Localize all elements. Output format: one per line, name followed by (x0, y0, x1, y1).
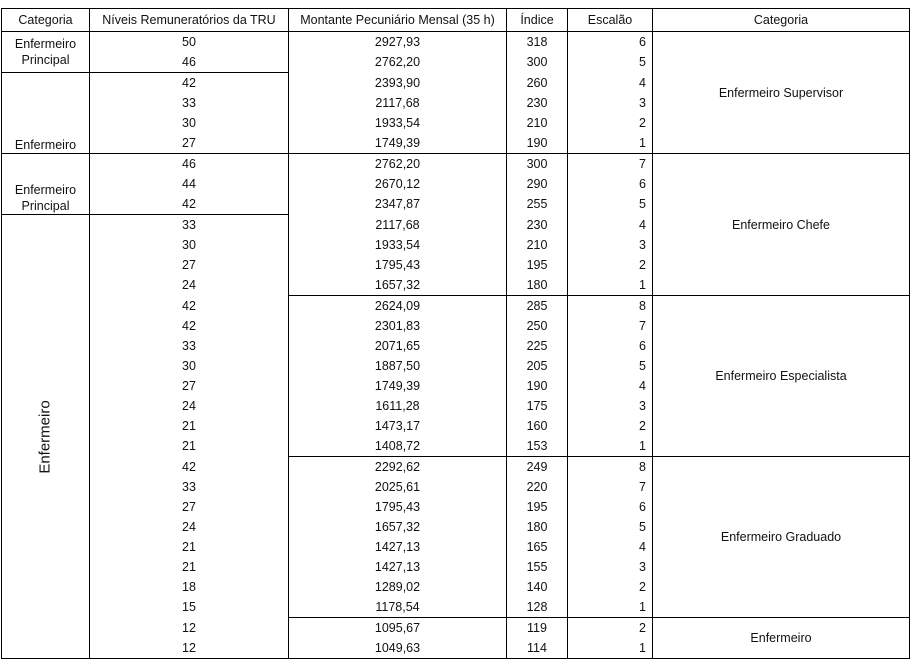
cell-nivel: 50 (90, 32, 289, 53)
header-row (2, 9, 910, 32)
header-categoria-right: Categoria (653, 9, 910, 32)
cell-nivel: 24 (90, 396, 289, 416)
cell-montante: 1749,39 (289, 133, 507, 154)
cell-montante: 1427,13 (289, 537, 507, 557)
cell-montante: 1611,28 (289, 396, 507, 416)
cell-indice: 290 (507, 174, 568, 194)
cell-indice: 128 (507, 597, 568, 618)
cell-montante: 1933,54 (289, 113, 507, 133)
cell-escalao: 5 (568, 356, 653, 376)
cell-escalao: 1 (568, 133, 653, 154)
cell-nivel: 46 (90, 154, 289, 175)
cell-montante: 1657,32 (289, 275, 507, 296)
cell-escalao: 6 (568, 336, 653, 356)
table-row (2, 154, 910, 175)
cell-montante: 1049,63 (289, 638, 507, 659)
cell-escalao: 1 (568, 597, 653, 618)
cell-indice: 165 (507, 537, 568, 557)
salary-table-container (1, 8, 910, 659)
table-row (2, 32, 910, 53)
cell-escalao: 7 (568, 154, 653, 175)
cell-montante: 2071,65 (289, 336, 507, 356)
cell-nivel: 21 (90, 537, 289, 557)
cell-montante: 1795,43 (289, 497, 507, 517)
cell-nivel: 42 (90, 296, 289, 317)
cell-nivel: 33 (90, 477, 289, 497)
cell-indice: 255 (507, 194, 568, 215)
cell-escalao: 5 (568, 517, 653, 537)
cell-indice: 225 (507, 336, 568, 356)
cell-indice: 190 (507, 376, 568, 396)
cell-montante: 2347,87 (289, 194, 507, 215)
cell-indice: 210 (507, 113, 568, 133)
cell-nivel: 24 (90, 275, 289, 296)
cell-montante: 2670,12 (289, 174, 507, 194)
cell-nivel: 21 (90, 416, 289, 436)
cell-escalao: 2 (568, 618, 653, 639)
header-montante: Montante Pecuniário Mensal (35 h) (289, 9, 507, 32)
cell-nivel: 42 (90, 73, 289, 94)
cell-nivel: 30 (90, 235, 289, 255)
cell-escalao: 2 (568, 577, 653, 597)
cell-montante: 2025,61 (289, 477, 507, 497)
left-category-label: Enfermeiro Principal (14, 37, 77, 67)
cell-indice: 318 (507, 32, 568, 53)
cell-nivel: 27 (90, 133, 289, 154)
cell-montante: 1473,17 (289, 416, 507, 436)
cell-indice: 160 (507, 416, 568, 436)
right-category-cell (653, 32, 910, 154)
cell-nivel: 42 (90, 194, 289, 215)
cell-escalao: 1 (568, 436, 653, 457)
cell-escalao: 1 (568, 638, 653, 659)
header-indice: Índice (507, 9, 568, 32)
cell-escalao: 4 (568, 215, 653, 236)
cell-montante: 1657,32 (289, 517, 507, 537)
cell-montante: 1795,43 (289, 255, 507, 275)
cell-nivel: 18 (90, 577, 289, 597)
cell-escalao: 6 (568, 32, 653, 53)
header-categoria-left: Categoria (2, 9, 90, 32)
cell-escalao: 8 (568, 457, 653, 478)
cell-indice: 285 (507, 296, 568, 317)
cell-indice: 175 (507, 396, 568, 416)
cell-indice: 210 (507, 235, 568, 255)
cell-montante: 2762,20 (289, 154, 507, 175)
right-category-label: Enfermeiro Especialista (715, 369, 847, 383)
cell-nivel: 12 (90, 618, 289, 639)
cell-indice: 119 (507, 618, 568, 639)
cell-montante: 2117,68 (289, 215, 507, 236)
salary-table (1, 8, 910, 659)
cell-escalao: 2 (568, 416, 653, 436)
cell-montante: 2393,90 (289, 73, 507, 94)
right-category-cell (653, 618, 910, 659)
cell-nivel: 21 (90, 436, 289, 457)
header-escalao: Escalão (568, 9, 653, 32)
cell-nivel: 24 (90, 517, 289, 537)
cell-indice: 220 (507, 477, 568, 497)
cell-nivel: 33 (90, 336, 289, 356)
cell-nivel: 42 (90, 316, 289, 336)
cell-montante: 2762,20 (289, 52, 507, 73)
cell-nivel: 42 (90, 457, 289, 478)
cell-indice: 190 (507, 133, 568, 154)
cell-montante: 1095,67 (289, 618, 507, 639)
cell-indice: 250 (507, 316, 568, 336)
cell-montante: 2624,09 (289, 296, 507, 317)
table-row (2, 457, 910, 478)
cell-indice: 230 (507, 215, 568, 236)
left-category-enfermeiro-principal (2, 32, 90, 73)
cell-escalao: 2 (568, 113, 653, 133)
cell-indice: 260 (507, 73, 568, 94)
table-body (2, 32, 910, 659)
cell-montante: 1289,02 (289, 577, 507, 597)
cell-escalao: 6 (568, 497, 653, 517)
cell-indice: 180 (507, 275, 568, 296)
left-category-label: Enfermeiro (36, 399, 54, 474)
left-category-label: Enfermeiro Principal (14, 183, 77, 213)
cell-indice: 155 (507, 557, 568, 577)
cell-nivel: 46 (90, 52, 289, 73)
right-category-label: Enfermeiro Supervisor (718, 85, 844, 100)
left-category-enfermeiro (2, 73, 90, 154)
cell-escalao: 4 (568, 537, 653, 557)
header-niveis: Níveis Remuneratórios da TRU (90, 9, 289, 32)
cell-nivel: 27 (90, 497, 289, 517)
left-category-label: Enfermeiro (14, 138, 77, 152)
right-category-cell (653, 154, 910, 296)
cell-indice: 114 (507, 638, 568, 659)
cell-indice: 300 (507, 154, 568, 175)
right-category-label: Enfermeiro Chefe (732, 217, 830, 232)
cell-escalao: 4 (568, 376, 653, 396)
cell-montante: 1887,50 (289, 356, 507, 376)
left-category-enfermeiro-principal-2 (2, 154, 90, 215)
cell-indice: 230 (507, 93, 568, 113)
cell-escalao: 8 (568, 296, 653, 317)
cell-montante: 1933,54 (289, 235, 507, 255)
cell-indice: 180 (507, 517, 568, 537)
cell-nivel: 30 (90, 356, 289, 376)
cell-nivel: 27 (90, 255, 289, 275)
cell-escalao: 3 (568, 396, 653, 416)
cell-escalao: 6 (568, 174, 653, 194)
cell-escalao: 4 (568, 73, 653, 94)
cell-nivel: 44 (90, 174, 289, 194)
cell-nivel: 30 (90, 113, 289, 133)
cell-montante: 2292,62 (289, 457, 507, 478)
cell-escalao: 3 (568, 235, 653, 255)
cell-montante: 1178,54 (289, 597, 507, 618)
cell-escalao: 7 (568, 477, 653, 497)
cell-nivel: 15 (90, 597, 289, 618)
cell-indice: 300 (507, 52, 568, 73)
table-row (2, 296, 910, 317)
cell-nivel: 12 (90, 638, 289, 659)
cell-nivel: 27 (90, 376, 289, 396)
cell-escalao: 5 (568, 52, 653, 73)
cell-montante: 2117,68 (289, 93, 507, 113)
cell-indice: 195 (507, 497, 568, 517)
right-category-cell (653, 296, 910, 457)
cell-escalao: 3 (568, 557, 653, 577)
cell-nivel: 33 (90, 93, 289, 113)
table-row (2, 618, 910, 639)
right-category-cell (653, 457, 910, 618)
cell-escalao: 5 (568, 194, 653, 215)
cell-escalao: 3 (568, 93, 653, 113)
cell-nivel: 21 (90, 557, 289, 577)
cell-escalao: 1 (568, 275, 653, 296)
cell-montante: 2301,83 (289, 316, 507, 336)
cell-escalao: 7 (568, 316, 653, 336)
cell-montante: 2927,93 (289, 32, 507, 53)
cell-indice: 249 (507, 457, 568, 478)
cell-nivel: 33 (90, 215, 289, 236)
cell-indice: 195 (507, 255, 568, 275)
left-category-enfermeiro-vertical (2, 215, 90, 659)
cell-montante: 1749,39 (289, 376, 507, 396)
cell-escalao: 2 (568, 255, 653, 275)
cell-indice: 205 (507, 356, 568, 376)
cell-montante: 1427,13 (289, 557, 507, 577)
right-category-label: Enfermeiro (750, 631, 812, 645)
cell-montante: 1408,72 (289, 436, 507, 457)
cell-indice: 153 (507, 436, 568, 457)
right-category-label: Enfermeiro Graduado (720, 530, 842, 544)
cell-indice: 140 (507, 577, 568, 597)
